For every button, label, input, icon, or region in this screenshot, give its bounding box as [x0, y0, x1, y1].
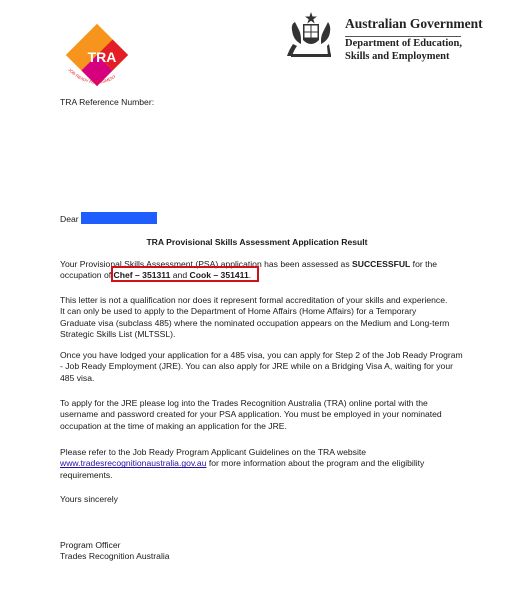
government-title: Australian Government — [345, 16, 483, 31]
government-header — [283, 10, 483, 70]
paragraph-jre-application — [60, 398, 442, 432]
paragraph-line: Please refer to the Job Ready Program Applicant Guidelines on the TRA website — [60, 447, 367, 457]
paragraph-line: requirements. — [60, 469, 113, 480]
paragraph-job-ready-step2 — [60, 350, 463, 384]
paragraph-line: It can only be used to apply to the Department of Home Affairs (Home Affairs) for a Temporary — [60, 306, 417, 317]
department-line-2: Skills and Employment — [345, 50, 450, 62]
occupation-chef: Chef – 351311 — [113, 270, 171, 281]
tra-logo-letters: TRA — [87, 49, 117, 65]
department-name — [345, 38, 462, 63]
occupation-cook: Cook – 351411 — [189, 270, 249, 281]
paragraph-line: To apply for the JRE please log into the Trades Recognition Australia (TRA) online portal with the — [60, 398, 428, 408]
paragraph-line: Once you have lodged your application for a 485 visa, you can apply for Step 2 of the Job Ready Program — [60, 350, 463, 360]
paragraph-line: This letter is not a qualification nor does it represent formal accreditation of your skills and experience. — [60, 295, 448, 305]
paragraph-guidelines — [60, 447, 424, 481]
paragraph-qualification-notice — [60, 295, 449, 341]
tra-website-link[interactable]: www.tradesrecognitionaustralia.gov.au — [60, 458, 207, 469]
signatory-organisation: Trades Recognition Australia — [60, 551, 170, 562]
signature-block — [60, 540, 170, 563]
paragraph-line: occupation at the time of making an application for the JRE. — [60, 420, 287, 431]
link-trailing-text: for more information about the program and the eligibility — [206, 458, 425, 469]
result-text: Your Provisional Skills Assessment (PSA) application has been assessed as — [60, 259, 353, 269]
paragraph-line: - Job Ready Employment (JRE). You can also apply for JRE while on a Bridging Visa A, waiting for your — [60, 361, 453, 372]
result-status: SUCCESSFUL — [352, 259, 411, 269]
paragraph-line: username and password created for your PSA application. You must be employed in your nominated — [60, 409, 442, 420]
reference-number-label: TRA Reference Number: — [60, 97, 155, 107]
coat-of-arms-icon — [283, 10, 339, 62]
paragraph-line: 485 visa. — [60, 372, 95, 383]
government-divider — [345, 36, 461, 37]
tra-logo — [60, 22, 134, 92]
greeting: Dear — [60, 214, 79, 224]
occupation-conjunction: and — [170, 270, 190, 281]
letter-subject: TRA Provisional Skills Assessment Application Result — [146, 237, 368, 247]
department-line-1: Department of Education, — [345, 38, 462, 49]
paragraph-line: Strategic Skills List (MLTSSL). — [60, 329, 176, 340]
result-text-end: for the — [410, 259, 438, 269]
occupation-highlight-box — [111, 266, 259, 282]
occupation-label: occupation of — [60, 270, 114, 281]
paragraph-line — [60, 458, 424, 469]
signatory-title: Program Officer — [60, 540, 121, 550]
tra-logo-arc-text: JOB READY ASSESSMENT — [67, 67, 117, 85]
paragraph-line: Graduate visa (subclass 485) where the nominated occupation appears on the Medium and Long-term — [60, 317, 450, 328]
redacted-name — [81, 212, 157, 224]
closing: Yours sincerely — [60, 494, 118, 504]
occupation-period: . — [248, 270, 252, 281]
